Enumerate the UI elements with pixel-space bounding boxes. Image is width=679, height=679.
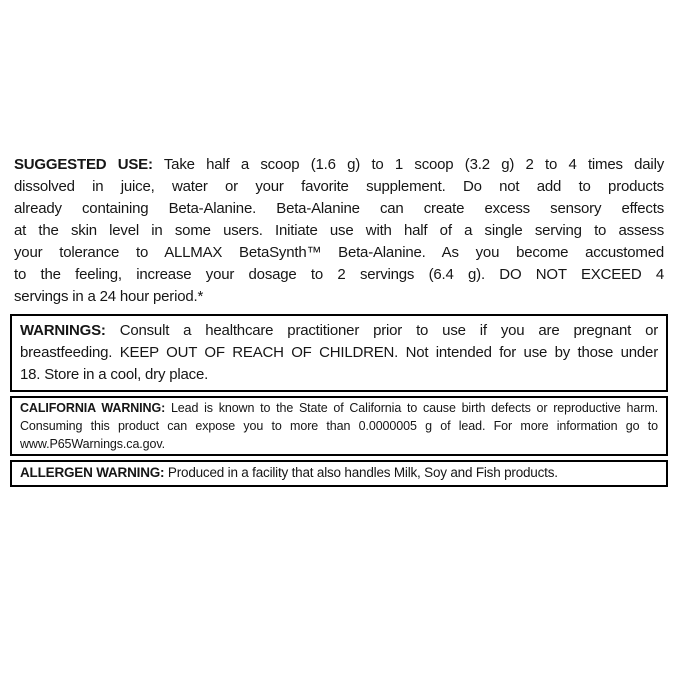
warnings-box bbox=[10, 314, 668, 392]
california-warning-box bbox=[10, 396, 668, 456]
suggested-use-line: to the feeling, increase your dosage to 2 servings (6.4 g). DO NOT EXCEED 4 bbox=[14, 266, 664, 283]
suggested-use-line: your tolerance to ALLMAX BetaSynth™ Beta-Alanine. As you become accustomed bbox=[14, 244, 664, 261]
allergen-warning-label: ALLERGEN WARNING: bbox=[20, 465, 165, 480]
california-warning-label: CALIFORNIA WARNING: bbox=[20, 401, 166, 415]
warnings-text: Consult a healthcare practitioner prior to use if you are pregnant or bbox=[119, 322, 659, 339]
california-warning-line: Consuming this product can expose you to more than 0.0000005 g of lead. For more information go to bbox=[20, 419, 658, 433]
warnings-line: breastfeeding. KEEP OUT OF REACH OF CHILDREN. Not intended for use by those under bbox=[20, 344, 658, 361]
suggested-use-line bbox=[14, 154, 664, 176]
warnings-line: 18. Store in a cool, dry place. bbox=[20, 366, 209, 383]
suggested-use-line: dissolved in juice, water or your favorite supplement. Do not add to products bbox=[14, 178, 664, 195]
warnings-line bbox=[20, 320, 658, 342]
california-warning-line bbox=[20, 399, 658, 417]
suggested-use-line: already containing Beta-Alanine. Beta-Alanine can create excess sensory effects bbox=[14, 200, 664, 217]
suggested-use-line: at the skin level in some users. Initiate use with half of a single serving to assess bbox=[14, 222, 664, 239]
suggested-use-section bbox=[14, 154, 664, 308]
allergen-warning-line bbox=[20, 464, 658, 482]
p65-warnings-url: www.P65Warnings.ca.gov. bbox=[20, 437, 165, 451]
suggested-use-label: SUGGESTED USE: bbox=[14, 156, 153, 173]
allergen-warning-box bbox=[10, 460, 668, 487]
warnings-label: WARNINGS: bbox=[20, 322, 106, 339]
allergen-warning-text: Produced in a facility that also handles Milk, Soy and Fish products. bbox=[167, 465, 558, 480]
suggested-use-text: Take half a scoop (1.6 g) to 1 scoop (3.2 g) 2 to 4 times daily bbox=[163, 156, 665, 173]
suggested-use-line: servings in a 24 hour period.* bbox=[14, 288, 204, 305]
california-warning-text: Lead is known to the State of California to cause birth defects or reproductive harm. bbox=[170, 401, 659, 415]
